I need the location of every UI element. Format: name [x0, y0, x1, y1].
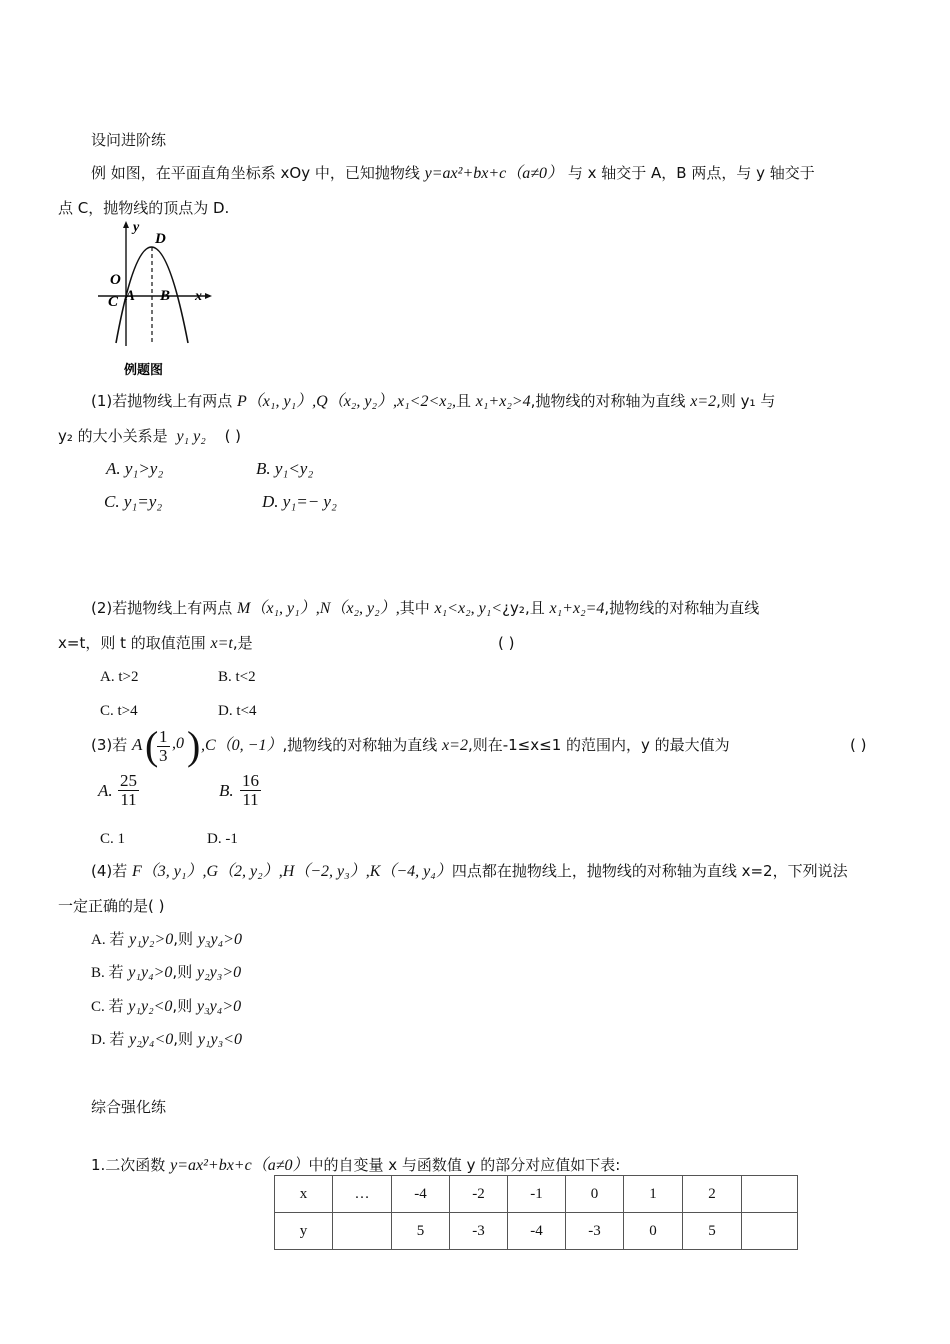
- q3-label: (3)若: [91, 736, 128, 754]
- table-row: [275, 1176, 798, 1213]
- q1-text: y₂ 的大小关系是: [58, 427, 168, 445]
- q3-math: A: [132, 735, 143, 754]
- q3-option-c[interactable]: C. 1: [100, 831, 126, 847]
- q1-math: x₁+x₂>4: [475, 393, 531, 410]
- q4-line-1: [91, 861, 848, 882]
- p1-text: 1.二次函数: [91, 1156, 166, 1174]
- q3-opt-label: A.: [98, 781, 113, 800]
- table-cell: [333, 1213, 392, 1250]
- problem-1-line: [91, 1155, 620, 1176]
- frac-den: 11: [242, 790, 259, 809]
- table-cell: -3: [450, 1213, 508, 1250]
- q3-opt-a-fraction: [118, 772, 139, 809]
- p1-text: 中的自变量 x 与函数值 y 的部分对应值如下表:: [308, 1156, 621, 1174]
- q2-math: x₁<x₂, y₁<: [434, 600, 503, 617]
- table-cell: [742, 1213, 798, 1250]
- q4-math: y₂y₃>0: [196, 964, 242, 981]
- label-B: B: [160, 288, 171, 304]
- table-cell: -3: [566, 1213, 624, 1250]
- table-cell: 5: [392, 1213, 450, 1250]
- table-row: [275, 1213, 798, 1250]
- q4-opt-text: ,则: [173, 1030, 194, 1048]
- q2-math: x₁+x₂=4: [549, 600, 605, 617]
- q2-text: (2)若抛物线上有两点: [91, 599, 233, 617]
- q2-line-2: [58, 633, 253, 654]
- q4-text: (4)若: [91, 862, 128, 880]
- q4-option-a[interactable]: [91, 929, 242, 950]
- q2-option-a[interactable]: A. t>2: [100, 669, 139, 685]
- q4-text: 四点都在抛物线上，抛物线的对称轴为直线 x=2，下列说法: [451, 862, 848, 880]
- q4-math: y₃y₄>0: [196, 998, 242, 1015]
- q1-math: x=2: [690, 393, 717, 410]
- q3-opt-label: B.: [219, 781, 234, 800]
- table-cell: -1: [508, 1176, 566, 1213]
- y-arrow-icon: [123, 221, 129, 228]
- q3-frac-num: 1: [159, 727, 168, 746]
- q2-text: x=t，则 t 的取值范围: [58, 634, 206, 652]
- q1-text: ,抛物线的对称轴为直线: [530, 392, 686, 410]
- table-cell: x: [275, 1176, 333, 1213]
- table-cell: [742, 1176, 798, 1213]
- intro-text: 例 如图，在平面直角坐标系 xOy 中，已知抛物线: [91, 164, 420, 182]
- q2-option-c[interactable]: C. t>4: [100, 703, 138, 719]
- q3-opt-b-fraction: [240, 772, 261, 809]
- q4-opt-text: D. 若: [91, 1032, 125, 1048]
- parabola-figure: [94, 218, 216, 383]
- q3-math: ,0: [172, 735, 184, 752]
- table-cell: …: [333, 1176, 392, 1213]
- q3-math: ,C（0, −1）: [201, 737, 283, 754]
- q3-right-paren: ): [187, 723, 201, 768]
- q2-text: ,抛物线的对称轴为直线: [604, 599, 760, 617]
- q4-opt-text: ,则: [172, 997, 193, 1015]
- q4-option-d[interactable]: [91, 1029, 242, 1050]
- q1-text: 且: [455, 392, 471, 410]
- q1-math: y₁ y₂: [176, 428, 206, 445]
- label-x: x: [195, 289, 202, 304]
- q2-math: x=t: [210, 635, 233, 652]
- intro-text: 与 x 轴交于 A，B 两点，与 y 轴交于: [567, 164, 815, 182]
- q1-math: P（x₁, y₁）,Q（x₂, y₂）,x₁<2<x₂,: [237, 393, 456, 410]
- q1-line-1: [91, 391, 775, 412]
- q4-opt-text: B. 若: [91, 965, 124, 981]
- table-cell: 2: [683, 1176, 742, 1213]
- q1-text: (1)若抛物线上有两点: [91, 392, 233, 410]
- q2-line-1: [91, 598, 759, 619]
- label-O: O: [110, 272, 121, 288]
- parabola-equation: y=ax²+bx+c（a≠0）: [424, 165, 564, 182]
- q1-text: ,则 y₁ 与: [716, 392, 776, 410]
- q3-frac-den: 3: [159, 746, 168, 765]
- table-cell: -2: [450, 1176, 508, 1213]
- answer-paren: ( ): [224, 427, 242, 445]
- p1-math: y=ax²+bx+c（a≠0）: [170, 1157, 309, 1174]
- q1-option-c[interactable]: C. y₁=y₂: [104, 492, 163, 511]
- q4-math: y₂y₄<0: [129, 1031, 174, 1048]
- table-cell: 0: [624, 1213, 683, 1250]
- label-y: y: [133, 220, 140, 235]
- q4-line-2: 一定正确的是( ): [58, 897, 165, 915]
- intro-line-1: [91, 163, 815, 184]
- q4-opt-text: ,则: [172, 963, 193, 981]
- value-table: [274, 1175, 798, 1250]
- section-title-advanced: 设问进阶练: [91, 131, 167, 149]
- table-cell: 0: [566, 1176, 624, 1213]
- q3-line-1: [201, 735, 730, 756]
- answer-paren: ( ): [498, 634, 515, 652]
- answer-paren: ( ): [850, 736, 867, 754]
- q4-math: F（3, y₁）,G（2, y₂）,H（−2, y₃）,K（−4, y₄）: [132, 863, 452, 880]
- q4-option-c[interactable]: [91, 996, 241, 1017]
- q2-text: ,是: [232, 634, 253, 652]
- table-cell: y: [275, 1213, 333, 1250]
- q3-text: ,抛物线的对称轴为直线: [282, 736, 438, 754]
- q3-fraction: [157, 728, 170, 765]
- label-D: D: [155, 231, 166, 247]
- q2-option-d[interactable]: D. t<4: [218, 703, 257, 719]
- q4-option-b[interactable]: [91, 962, 241, 983]
- frac-den: 11: [120, 790, 137, 809]
- figure-caption: 例题图: [124, 363, 164, 378]
- intro-line-2: 点 C，抛物线的顶点为 D.: [58, 199, 230, 217]
- q4-opt-text: ,则: [173, 930, 194, 948]
- q1-option-d[interactable]: D. y₁=− y₂: [262, 492, 337, 511]
- x-arrow-icon: [205, 293, 212, 299]
- q3-left-paren: (: [145, 723, 159, 768]
- table-cell: 1: [624, 1176, 683, 1213]
- table-cell: 5: [683, 1213, 742, 1250]
- q4-math: y₁y₄>0: [128, 964, 173, 981]
- q2-math: M（x₁, y₁）,N（x₂, y₂）,: [237, 600, 400, 617]
- section-title-comprehensive: 综合强化练: [91, 1098, 167, 1116]
- frac-num: 25: [120, 771, 137, 790]
- table-cell: -4: [392, 1176, 450, 1213]
- q4-math: y₃y₄>0: [197, 931, 242, 948]
- q2-text: 其中: [399, 599, 430, 617]
- q1-line-2: [58, 426, 241, 447]
- label-A: A: [125, 288, 136, 304]
- label-C: C: [108, 294, 119, 310]
- table-cell: -4: [508, 1213, 566, 1250]
- q1-option-a[interactable]: A. y₁>y₂: [106, 459, 164, 478]
- q3-math: x=2: [442, 737, 468, 754]
- q4-math: y₁y₂>0: [129, 931, 174, 948]
- q4-math: y₁y₃<0: [197, 1031, 242, 1048]
- q4-opt-text: C. 若: [91, 999, 124, 1015]
- frac-num: 16: [242, 771, 259, 790]
- q3-option-d[interactable]: D. -1: [207, 831, 238, 847]
- q3-text: ,则在-1≤x≤1 的范围内，y 的最大值为: [467, 736, 730, 754]
- q2-text: ¿y₂,且: [502, 599, 545, 617]
- q4-opt-text: A. 若: [91, 932, 125, 948]
- q4-math: y₁y₂<0: [128, 998, 173, 1015]
- q2-option-b[interactable]: B. t<2: [218, 669, 256, 685]
- q1-option-b[interactable]: B. y₁<y₂: [256, 459, 314, 478]
